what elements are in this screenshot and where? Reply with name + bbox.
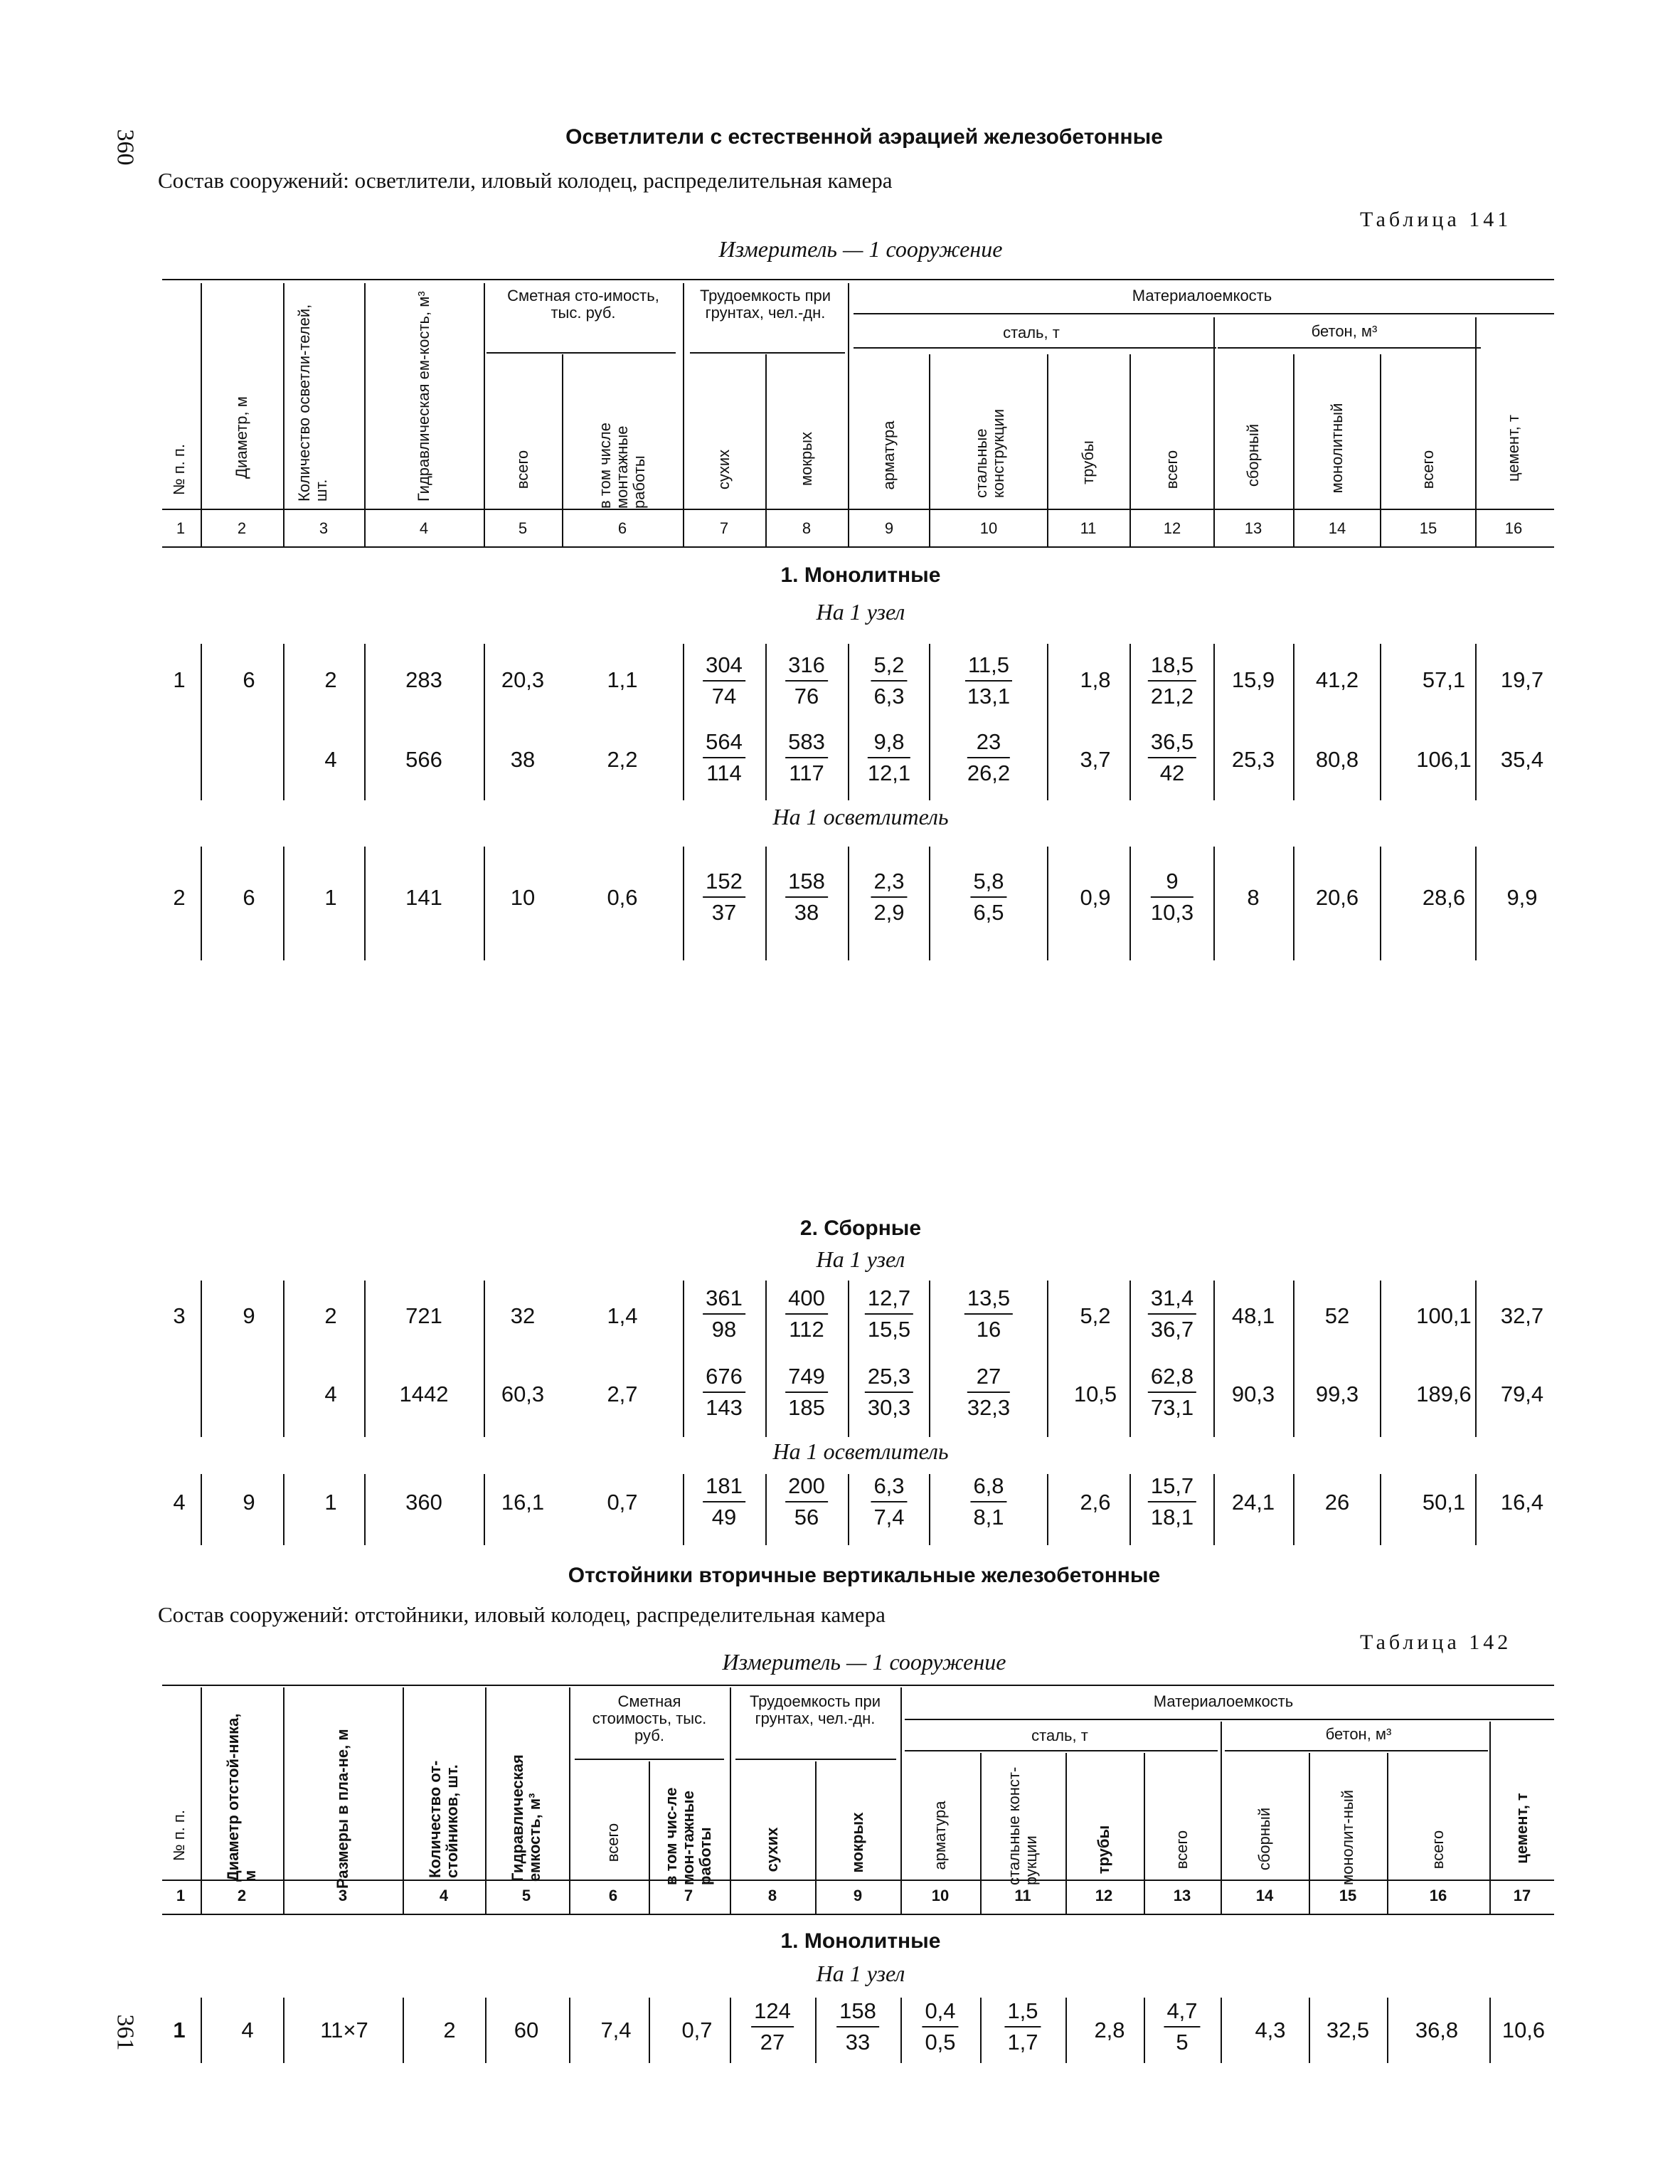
col-number: 5	[521, 1887, 531, 1904]
cell-concrete-all: 100,1	[1416, 1303, 1472, 1328]
cell-cement: 19,7	[1500, 667, 1544, 692]
col-number: 16	[1504, 519, 1523, 537]
col-number: 7	[719, 519, 729, 537]
cell-dry: $\frac{181}{49}$	[703, 1474, 745, 1530]
h142-prefab: сборный	[1255, 1807, 1273, 1871]
cell-prefab: 15,9	[1231, 667, 1275, 692]
cell-cost: 16,1	[501, 1490, 545, 1515]
cell-cement: 79,4	[1500, 1382, 1544, 1406]
col-number: 5	[518, 519, 528, 537]
h142-steel: сталь, т	[1031, 1727, 1088, 1744]
cell-cost: 38	[510, 747, 536, 772]
cell-mono: 26	[1324, 1490, 1350, 1515]
col-number: 2	[237, 519, 247, 537]
h142-mat: Материалоемкость	[1153, 1692, 1294, 1710]
col-number: 4	[439, 1887, 449, 1904]
cell-dry: $\frac{564}{114}$	[703, 730, 745, 785]
col-number: 12	[1163, 519, 1181, 537]
h141-wet: мокрых	[797, 431, 815, 487]
cell-mount: 0,7	[681, 2018, 713, 2042]
cell-prefab: 8	[1247, 885, 1260, 910]
h141-count: Количество осветли-телей, шт.	[295, 304, 330, 502]
col-number: 13	[1173, 1887, 1191, 1904]
cell-pipes: 2,6	[1080, 1490, 1111, 1515]
cell-sconst: $\frac{11,5}{13,1}$	[965, 653, 1012, 709]
cell-mount: 2,2	[607, 747, 638, 772]
cell-cement: 16,4	[1500, 1490, 1544, 1515]
col-number: 3	[319, 519, 329, 537]
cell-capacity: 1442	[399, 1382, 449, 1406]
cell-concrete-all: 28,6	[1422, 885, 1466, 910]
h142-sconst: стальные конст-рукции	[1005, 1766, 1040, 1885]
h141-cement: цемент, т	[1504, 414, 1522, 482]
cell-count: 4	[324, 1382, 337, 1406]
col-number: 1	[176, 519, 186, 537]
cell-mono: 20,6	[1315, 885, 1359, 910]
col-number: 6	[608, 1887, 618, 1904]
col-number: 13	[1244, 519, 1262, 537]
h142-pipes: трубы	[1095, 1825, 1112, 1875]
cell-count: 1	[324, 885, 337, 910]
cell-pipes: 5,2	[1080, 1303, 1111, 1328]
cell-cement: 10,6	[1501, 2018, 1546, 2042]
cell-concrete-all: 57,1	[1422, 667, 1466, 692]
h142-count: Количество от-стойников, шт.	[426, 1760, 461, 1878]
cell-capacity: 283	[405, 667, 442, 692]
h142-dry: сухих	[763, 1827, 781, 1872]
cell-arm: $\frac{0,4}{0,5}$	[922, 1999, 958, 2055]
cell-mount: 1,1	[607, 667, 638, 692]
col-number: 10	[979, 519, 998, 537]
h142-labor: Трудоемкость при грунтах, чел.-дн.	[749, 1692, 881, 1727]
cell-dry: $\frac{152}{37}$	[703, 869, 745, 925]
col-number: 11	[1080, 519, 1097, 537]
col-number: 8	[767, 1887, 777, 1904]
cell-sconst: $\frac{23}{26,2}$	[967, 729, 1011, 785]
cell-concrete-all: 189,6	[1416, 1382, 1472, 1406]
cell-dry: $\frac{361}{98}$	[703, 1286, 745, 1342]
cell-cost: 10	[510, 885, 536, 910]
cell-diam: 4	[241, 2018, 254, 2042]
cell-count: 1	[324, 1490, 337, 1515]
col-number: 17	[1513, 1887, 1531, 1904]
h141-mono: монолитный	[1328, 403, 1346, 494]
cell-no: 2	[173, 885, 186, 910]
cell-diam: 9	[243, 1490, 255, 1515]
section-subheading: На 1 узел	[816, 1961, 905, 1986]
cell-dry: $\frac{304}{74}$	[703, 653, 745, 709]
cell-sconst: $\frac{1,5}{1,7}$	[1004, 1999, 1041, 2055]
page-number-bottom: 361	[112, 2014, 139, 2051]
table-142-measure: Измеритель — 1 сооружение	[722, 1649, 1006, 1675]
cell-mount: 0,6	[607, 885, 638, 910]
cell-prefab: 4,3	[1255, 2018, 1286, 2042]
h142-wet: мокрых	[849, 1812, 866, 1873]
section-subheading: На 1 узел	[816, 599, 905, 625]
cell-pipes: 3,7	[1080, 747, 1111, 772]
section-subheading: На 1 узел	[816, 1246, 905, 1272]
col-number: 3	[338, 1887, 348, 1904]
cell-no: 4	[173, 1490, 186, 1515]
cell-prefab: 48,1	[1231, 1303, 1275, 1328]
cell-mono: 32,5	[1326, 2018, 1370, 2042]
cell-count: 4	[324, 747, 337, 772]
cell-cost: 60,3	[501, 1382, 545, 1406]
h141-diam: Диаметр, м	[233, 396, 250, 479]
cell-sconst: $\frac{6,8}{8,1}$	[970, 1474, 1006, 1530]
h142-sall: всего	[1173, 1830, 1191, 1870]
col-number: 15	[1339, 1887, 1357, 1904]
cell-prefab: 25,3	[1231, 747, 1275, 772]
cell-count: 2	[324, 1303, 337, 1328]
section-heading: 2. Сборные	[799, 1216, 922, 1240]
cell-concrete-all: 50,1	[1422, 1490, 1466, 1515]
cell-arm: $\frac{25,3}{30,3}$	[865, 1364, 913, 1420]
table-141-number: Таблица 141	[1360, 208, 1512, 231]
cell-pipes: 10,5	[1073, 1382, 1117, 1406]
cell-mount: 2,7	[607, 1382, 638, 1406]
cell-steel-all: $\frac{15,7}{18,1}$	[1148, 1474, 1196, 1530]
cell-mono: 52	[1324, 1303, 1350, 1328]
col-number: 8	[802, 519, 812, 537]
table-141-measure: Измеритель — 1 сооружение	[718, 236, 1003, 262]
cell-count: 2	[443, 2018, 456, 2042]
cell-steel-all: $\frac{18,5}{21,2}$	[1148, 653, 1196, 709]
col-number: 4	[419, 519, 429, 537]
cell-wet: $\frac{400}{112}$	[785, 1286, 828, 1342]
h141-dry: сухих	[715, 449, 733, 490]
cell-cost: 20,3	[501, 667, 545, 692]
col-number: 12	[1095, 1887, 1113, 1904]
h141-cost-mount: в том числе монтажные работы	[596, 423, 648, 509]
cell-sconst: $\frac{13,5}{16}$	[964, 1286, 1013, 1342]
cell-arm: $\frac{5,2}{6,3}$	[871, 653, 907, 709]
cell-no: 3	[173, 1303, 186, 1328]
cell-count: 2	[324, 667, 337, 692]
col-number: 7	[684, 1887, 693, 1904]
col-number: 11	[1014, 1887, 1031, 1904]
cell-mount: 1,4	[607, 1303, 638, 1328]
h142-cement: цемент, т	[1513, 1793, 1531, 1864]
h142-mono: монолит-ный	[1339, 1789, 1356, 1885]
cell-wet: $\frac{316}{76}$	[785, 653, 828, 709]
cell-dry: $\frac{676}{143}$	[703, 1364, 745, 1420]
cell-pipes: 0,9	[1080, 885, 1111, 910]
cell-no: 1	[173, 667, 186, 692]
cell-arm: $\frac{2,3}{2,9}$	[871, 869, 907, 925]
cell-concrete-all: 36,8	[1415, 2018, 1459, 2042]
cell-mount: 0,7	[607, 1490, 638, 1515]
h141-steel: сталь, т	[1003, 324, 1060, 341]
cell-prefab: 24,1	[1231, 1490, 1275, 1515]
cell-arm: $\frac{9,8}{12,1}$	[867, 729, 911, 785]
h142-cost-mount: в том чис-ле мон-тажные работы	[662, 1787, 714, 1885]
h141-sall: всего	[1163, 450, 1181, 489]
h141-prefab: сборный	[1244, 423, 1262, 487]
cell-wet: $\frac{749}{185}$	[785, 1364, 828, 1420]
cell-pipes: 1,8	[1080, 667, 1111, 692]
h141-num: № п. п.	[170, 444, 188, 495]
cell-concrete-all: 106,1	[1416, 747, 1472, 772]
cell-cost: 32	[510, 1303, 536, 1328]
h141-cap: Гидравлическая ем-кость, м³	[415, 291, 432, 502]
page-number-top: 360	[112, 129, 139, 166]
h142-cost: Сметная стоимость, тыс. руб.	[592, 1692, 707, 1744]
cell-cost: 7,4	[600, 2018, 632, 2042]
h142-size: Размеры в пла-не, м	[334, 1729, 351, 1889]
table-142-title: Отстойники вторичные вертикальные железобетонные	[568, 1564, 1161, 1587]
h142-concrete: бетон, м³	[1325, 1725, 1392, 1743]
cell-size: 11×7	[320, 2018, 368, 2042]
cell-no: 1	[173, 2018, 186, 2042]
cell-steel-all: $\frac{62,8}{73,1}$	[1148, 1364, 1196, 1420]
table-142-composition: Состав сооружений: отстойники, иловый колодец, распределительная камера	[158, 1602, 886, 1627]
cell-wet: $\frac{158}{38}$	[785, 869, 828, 925]
table-142-number: Таблица 142	[1360, 1631, 1512, 1654]
col-number: 6	[617, 519, 627, 537]
col-number: 2	[237, 1887, 247, 1904]
col-number: 14	[1255, 1887, 1274, 1904]
h141-arm: арматура	[880, 420, 898, 490]
cell-wet: $\frac{583}{117}$	[785, 730, 828, 785]
cell-mono: 80,8	[1315, 747, 1359, 772]
h141-sconst: стальные конструкции	[972, 408, 1007, 498]
cell-dry: $\frac{124}{27}$	[751, 1999, 794, 2055]
cell-steel-all: $\frac{9}{10,3}$	[1150, 869, 1194, 925]
cell-diam: 6	[243, 885, 255, 910]
section-heading: 1. Монолитные	[780, 563, 941, 587]
cell-steel-all: $\frac{36,5}{42}$	[1148, 730, 1196, 785]
h141-pipes: трубы	[1079, 440, 1097, 484]
h141-cost-all: всего	[514, 450, 531, 489]
cell-capacity: 141	[405, 885, 442, 910]
col-number: 16	[1429, 1887, 1447, 1904]
cell-steel-all: $\frac{31,4}{36,7}$	[1148, 1286, 1196, 1342]
cell-arm: $\frac{6,3}{7,4}$	[871, 1474, 907, 1530]
table-141-composition: Состав сооружений: осветлители, иловый колодец, распределительная камера	[158, 168, 893, 193]
cell-cement: 35,4	[1500, 747, 1544, 772]
section-subheading: На 1 осветлитель	[772, 804, 949, 829]
h142-diam: Диаметр отстой-ника, м	[224, 1713, 259, 1882]
h141-concrete: бетон, м³	[1311, 322, 1378, 340]
h142-num: № п. п.	[170, 1810, 188, 1861]
section-heading: 1. Монолитные	[780, 1929, 941, 1953]
col-number: 15	[1419, 519, 1437, 537]
cell-diam: 6	[243, 667, 255, 692]
cell-sconst: $\frac{27}{32,3}$	[967, 1364, 1011, 1420]
h141-labor: Трудоемкость при грунтах, чел.-дн.	[699, 287, 831, 322]
cell-cement: 32,7	[1500, 1303, 1544, 1328]
h141-cost: Сметная сто-имость, тыс. руб.	[507, 287, 659, 322]
cell-sconst: $\frac{5,8}{6,5}$	[970, 869, 1006, 925]
section-subheading: На 1 осветлитель	[772, 1438, 949, 1464]
cell-pipes: 2,8	[1094, 2018, 1125, 2042]
cell-arm: $\frac{12,7}{15,5}$	[865, 1286, 913, 1342]
h141-call: всего	[1419, 450, 1437, 489]
cell-capacity: 721	[405, 1303, 442, 1328]
col-number: 1	[176, 1887, 186, 1904]
cell-capacity: 360	[405, 1490, 442, 1515]
h142-call: всего	[1429, 1830, 1447, 1870]
cell-mono: 99,3	[1315, 1382, 1359, 1406]
h141-mat: Материалоемкость	[1132, 287, 1272, 304]
cell-wet: $\frac{200}{56}$	[785, 1474, 828, 1530]
col-number: 9	[853, 1887, 863, 1904]
cell-prefab: 90,3	[1231, 1382, 1275, 1406]
cell-diam: 9	[243, 1303, 255, 1328]
h142-cost-all: всего	[604, 1823, 622, 1862]
cell-capacity: 60	[514, 2018, 539, 2042]
cell-mono: 41,2	[1315, 667, 1359, 692]
col-number: 14	[1328, 519, 1346, 537]
cell-steel-all: $\frac{4,7}{5}$	[1164, 1999, 1200, 2055]
table-141-title: Осветлители с естественной аэрацией железобетонные	[565, 125, 1163, 149]
col-number: 10	[931, 1887, 950, 1904]
cell-cement: 9,9	[1506, 885, 1538, 910]
h142-arm: арматура	[931, 1801, 949, 1870]
cell-wet: $\frac{158}{33}$	[836, 1999, 879, 2055]
col-number: 9	[884, 519, 894, 537]
h142-cap: Гидравлическая емкость, м³	[509, 1754, 543, 1882]
cell-capacity: 566	[405, 747, 442, 772]
